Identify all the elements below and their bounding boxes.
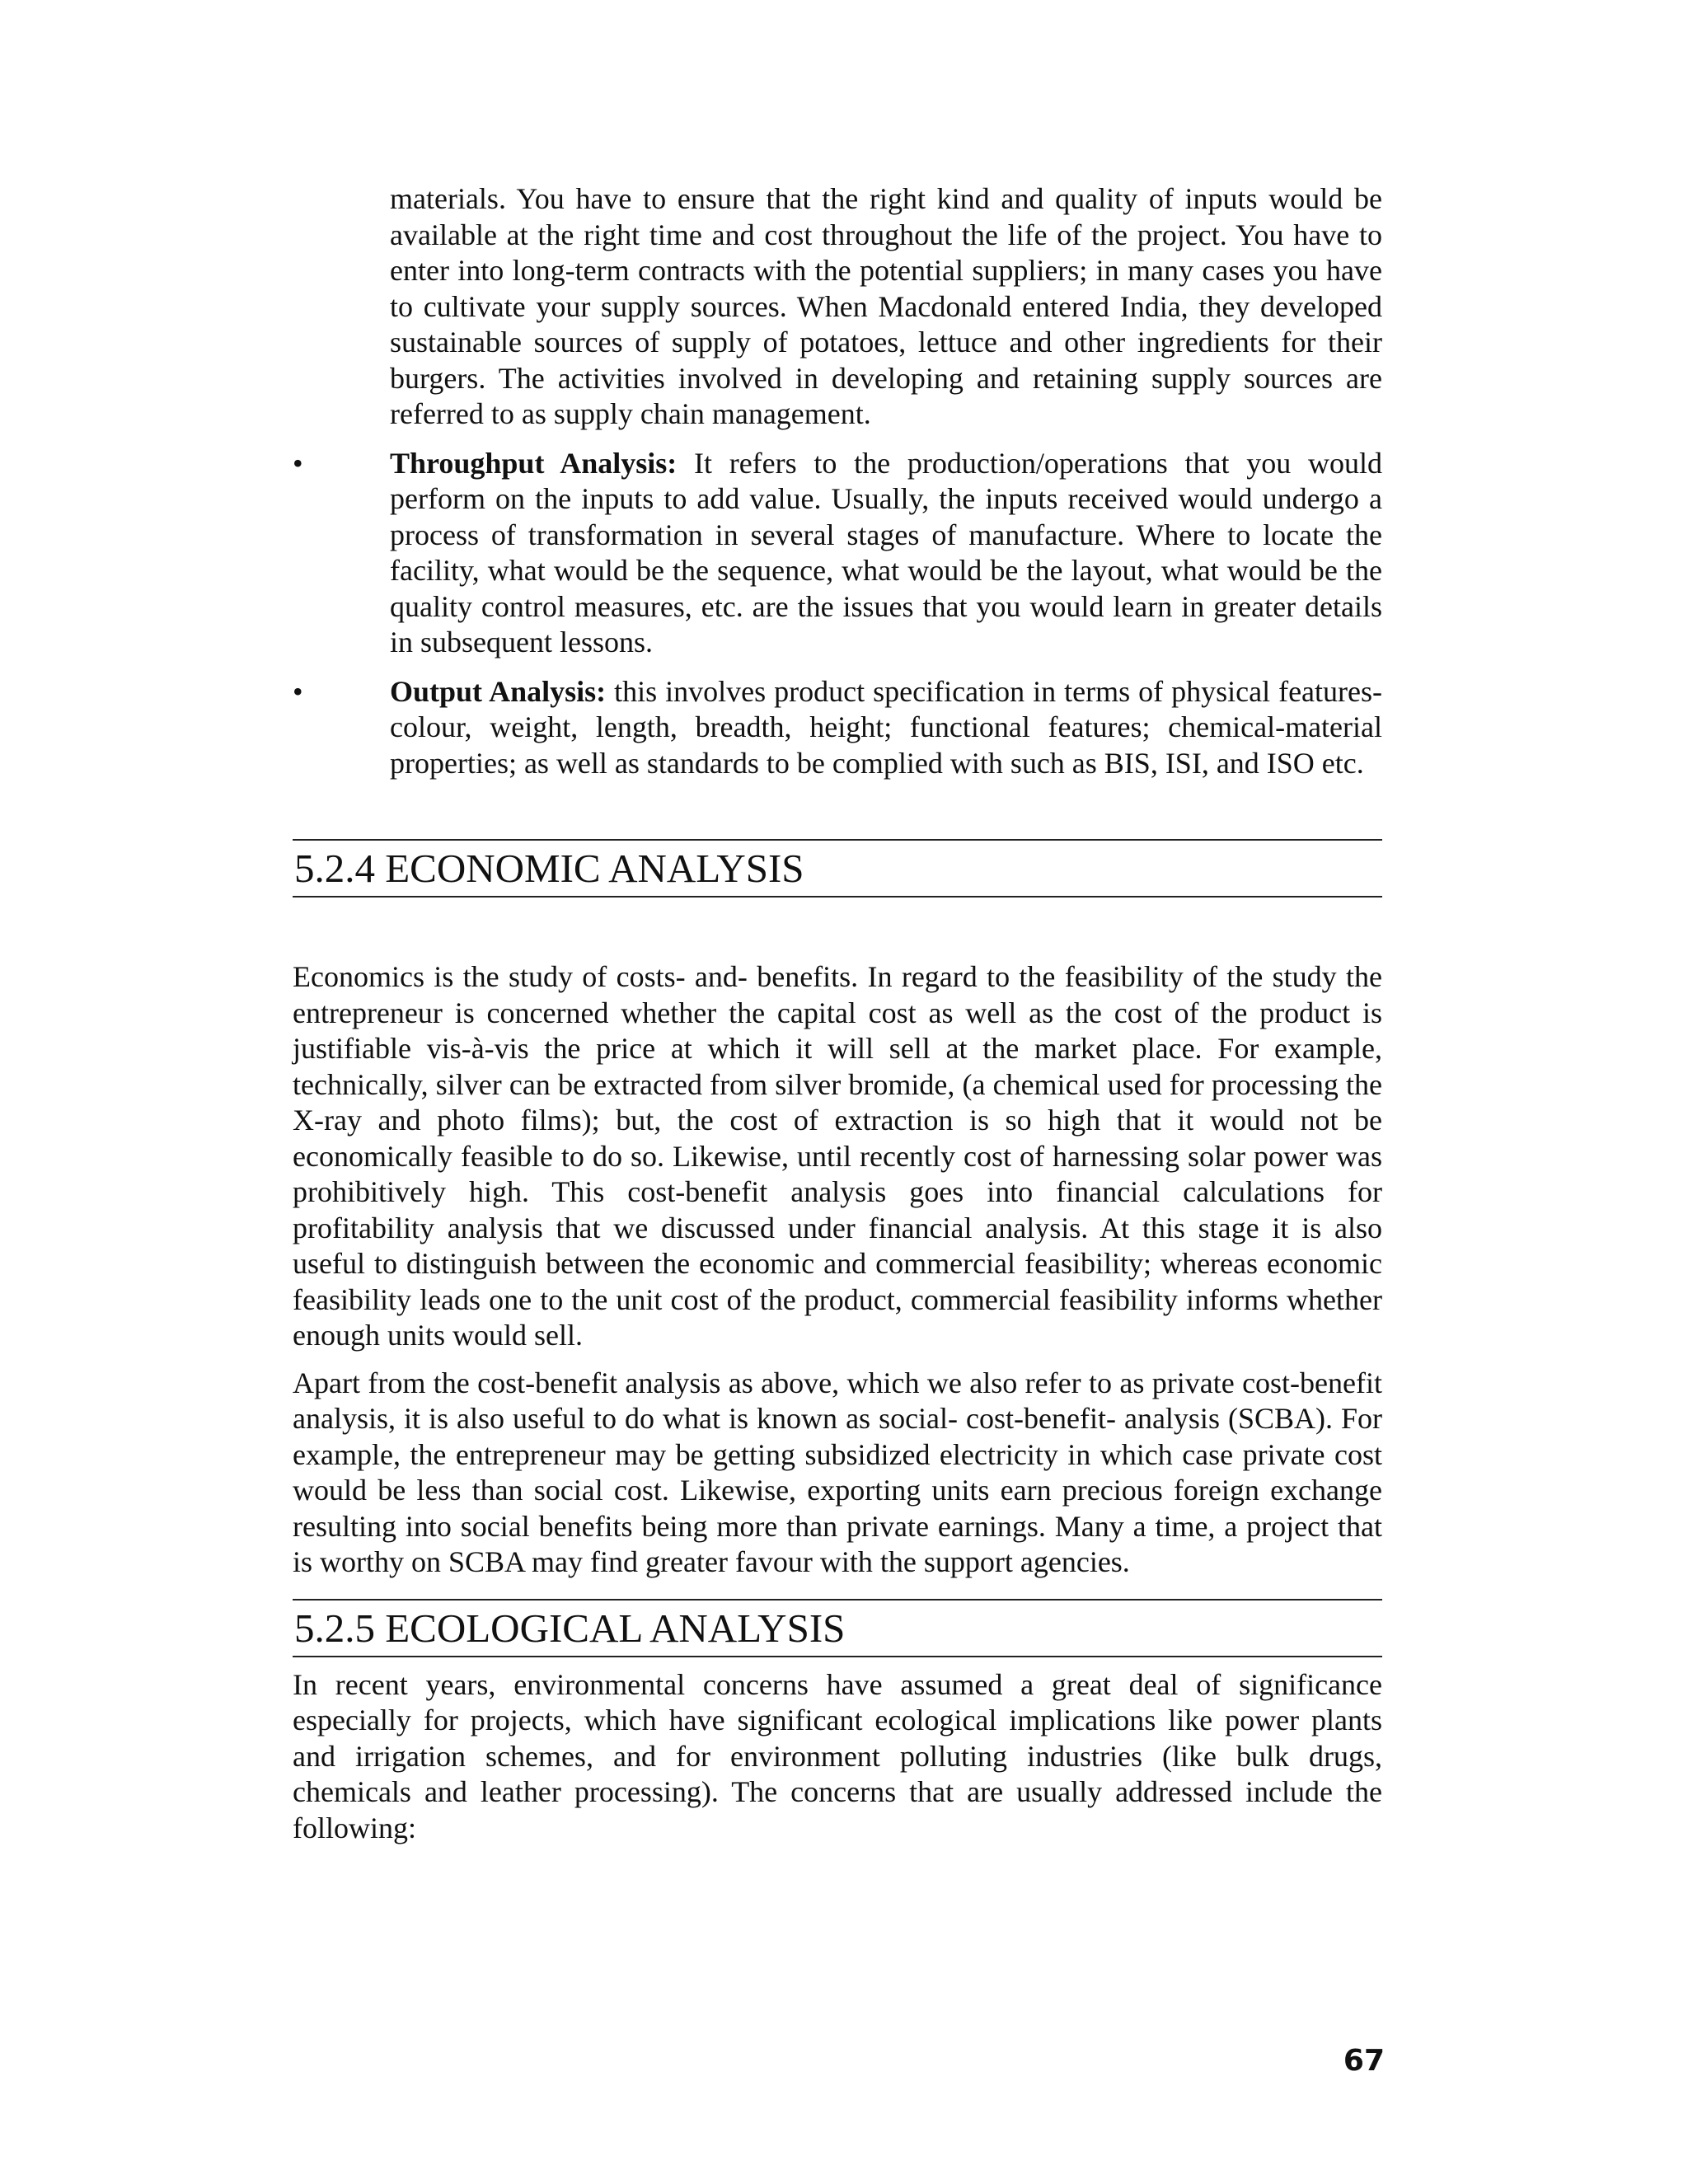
page-number: 67 [1343,2044,1385,2078]
economic-paragraph-2: Apart from the cost-benefit analysis as above, which we also refer to as private cost-benefit analysis, it is also useful to do what is known as social- cost-benefit- analysis (SCBA). For example, the entrepreneur may be getting subsidized electricity in which case private cost would be less than social cost. Likewise, exporting units earn precious foreign exchange resulting into social benefits being more than private earnings. Many a time, a project that is worthy on SCBA may find greater favour with the support agencies. [293,1366,1382,1578]
bullet-paragraph [390,674,1382,782]
ecological-paragraph-1: In recent years, environmental concerns have assumed a great deal of significance especially for projects, which have significant ecological implications like power plants and irrigation schemes, and for environment polluting industries (like bulk drugs, chemicals and leather processing). The concerns that are usually addressed include the following: [293,1667,1382,1844]
bullet-dot-icon: • [293,446,303,480]
bullet-dot-icon: • [293,674,303,708]
bullet-item-throughput [293,446,1382,661]
bullet-text: this involves product specification in terms of physical features- colour, weight, length, breadth, height; functional features; chemical-material properties; as well as standards to be complied with such as BIS, ISI, and ISO etc. [390,674,1382,780]
bullet-paragraph [390,446,1382,661]
section-heading-ecological: 5.2.5 ECOLOGICAL ANALYSIS [293,1599,1382,1657]
continuation-paragraph: materials. You have to ensure that the right kind and quality of inputs would be available at the right time and cost throughout the life of the project. You have to enter into long-term contracts with the potential suppliers; in many cases you have to cultivate your supply sources. When Macdonald entered India, they developed sustainable sources of supply of potatoes, lettuce and other ingredients for their burgers. The activities involved in developing and retaining supply sources are referred to as supply chain management. [390,182,1382,430]
economic-paragraph-1: Economics is the study of costs- and- benefits. In regard to the feasibility of the study the entrepreneur is concerned whether the capital cost as well as the cost of the product is justifiable vis-à-vis the price at which it will sell at the market place. For example, technically, silver can be extracted from silver bromide, (a chemical used for processing the X-ray and photo films); but, the cost of extraction is so high that it would not be economically feasible to do so. Likewise, until recently cost of harnessing solar power was prohibitively high. This cost-benefit analysis goes into financial calculations for profitability analysis that we discussed under financial analysis. At this stage it is also useful to distinguish between the economic and commercial feasibility; whereas economic feasibility leads one to the unit cost of the product, commercial feasibility informs whether enough units would sell. [293,960,1382,1352]
bullet-term: Throughput Analysis: [390,446,678,480]
bullet-item-output [293,674,1382,782]
bullet-text: It refers to the production/operations that you would perform on the inputs to add value. Usually, the inputs received would undergo a process of transformation in several stages of manufacture. Where to locate the facility, what would be the sequence, what would be the layout, what would be the quality control measures, etc. are the issues that you would learn in greater details in subsequent lessons. [390,446,1382,658]
section-heading-economic: 5.2.4 ECONOMIC ANALYSIS [293,839,1382,898]
bullet-term: Output Analysis: [390,674,607,708]
page-content [293,181,1382,1846]
